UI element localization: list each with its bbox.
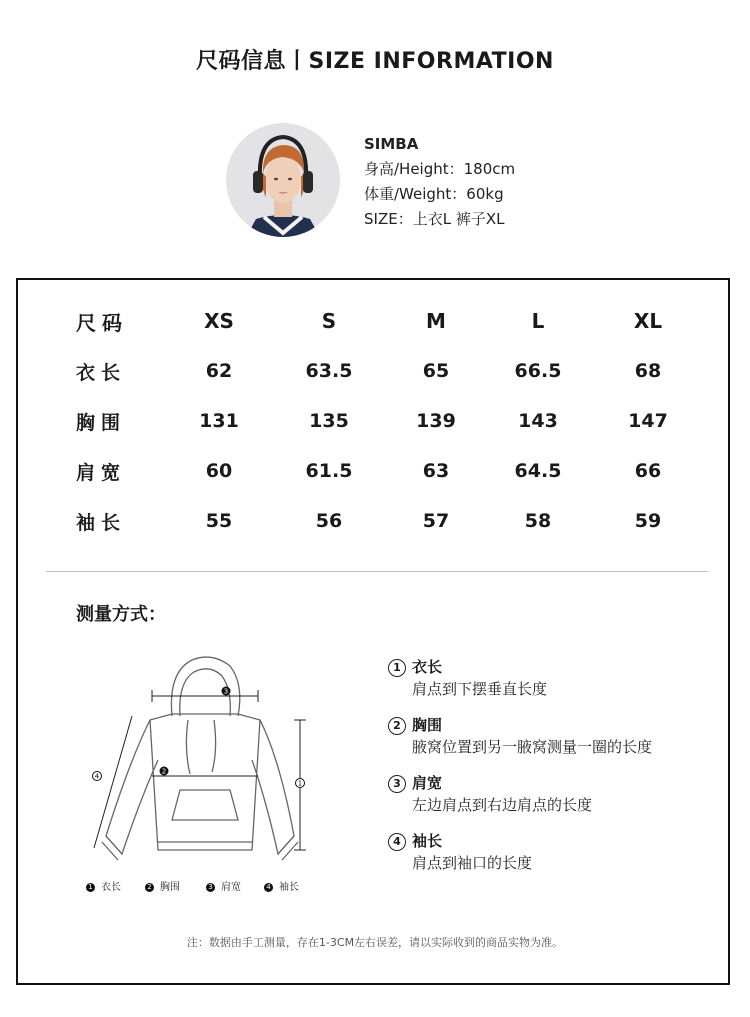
table-cell: 64.5 (514, 460, 562, 482)
legend-number: 1 (86, 883, 95, 892)
model-name: SIMBA (364, 135, 419, 153)
row-label: 胸围 (76, 411, 127, 434)
table-row (52, 496, 708, 546)
legend-number: 3 (206, 883, 215, 892)
table-cell: 63 (422, 460, 450, 482)
table-cell: 147 (628, 410, 668, 432)
method-title: 测量方式： (76, 604, 166, 625)
model-portrait-icon (226, 123, 340, 237)
size-table-header (52, 296, 708, 346)
model-size: SIZE：上衣L 裤子XL (364, 210, 505, 228)
header-size-s: S (321, 309, 337, 333)
legend-label: 肩宽 (221, 882, 241, 893)
measure-number: 3 (388, 775, 406, 793)
legend-item (86, 878, 121, 893)
table-cell: 62 (205, 360, 233, 382)
table-cell: 57 (422, 510, 450, 532)
table-cell: 55 (205, 510, 233, 532)
svg-text:4: 4 (94, 772, 100, 781)
disclaimer-note: 注：数据由手工测量，存在1-3CM左右误差，请以实际收到的商品实物为准。 (186, 936, 564, 949)
model-info (364, 132, 515, 232)
table-cell: 131 (199, 410, 239, 432)
table-cell: 135 (309, 410, 349, 432)
table-cell: 143 (518, 410, 558, 432)
table-cell: 68 (634, 360, 662, 382)
row-label: 袖长 (76, 511, 127, 534)
legend-number: 2 (145, 883, 154, 892)
section-divider (46, 571, 708, 572)
table-row (52, 396, 708, 446)
legend-label: 衣长 (101, 882, 121, 893)
row-label: 肩宽 (76, 461, 127, 484)
header-size-l: L (531, 309, 545, 333)
table-cell: 60 (205, 460, 233, 482)
legend-item (145, 878, 180, 893)
table-cell: 63.5 (305, 360, 353, 382)
table-row (52, 346, 708, 396)
table-row (52, 446, 708, 496)
measure-description: 肩点到袖口的长度 (412, 854, 533, 872)
svg-text:2: 2 (161, 767, 167, 776)
row-label: 衣长 (76, 361, 127, 384)
measure-description: 左边肩点到右边肩点的长度 (412, 796, 593, 814)
table-cell: 66 (634, 460, 662, 482)
svg-text:3: 3 (223, 687, 229, 696)
size-table (52, 296, 708, 546)
hoodie-icon (72, 650, 332, 890)
measure-title: 胸围 (412, 716, 443, 734)
measure-title: 衣长 (412, 658, 443, 676)
table-cell: 58 (524, 510, 552, 532)
model-weight: 体重/Weight：60kg (364, 185, 504, 203)
legend-number: 4 (264, 883, 273, 892)
measure-number: 4 (388, 833, 406, 851)
measure-title: 袖长 (412, 832, 443, 850)
measurement-list (388, 656, 652, 888)
model-avatar (226, 123, 340, 237)
header-size-m: M (426, 309, 446, 333)
header-size-xl: XL (633, 309, 663, 333)
table-cell: 59 (634, 510, 662, 532)
legend-item (206, 878, 241, 893)
measure-description: 肩点到下摆垂直长度 (412, 680, 548, 698)
measurement-item (388, 772, 652, 816)
legend-item (264, 878, 299, 893)
measurement-item (388, 714, 652, 758)
legend-label: 胸围 (160, 882, 180, 893)
page-title: 尺码信息丨SIZE INFORMATION (196, 49, 554, 74)
model-height: 身高/Height：180cm (364, 160, 516, 178)
table-cell: 65 (422, 360, 450, 382)
header-size-xs: XS (204, 309, 234, 333)
measure-number: 1 (388, 659, 406, 677)
table-cell: 139 (416, 410, 456, 432)
measurement-item (388, 656, 652, 700)
measure-description: 腋窝位置到另一腋窝测量一圈的长度 (412, 738, 653, 756)
table-cell: 56 (315, 510, 343, 532)
svg-text:1: 1 (297, 779, 303, 788)
measurement-item (388, 830, 652, 874)
hoodie-diagram (72, 650, 332, 890)
table-cell: 61.5 (305, 460, 353, 482)
measure-title: 肩宽 (412, 774, 443, 792)
table-cell: 66.5 (514, 360, 562, 382)
measure-number: 2 (388, 717, 406, 735)
header-label: 尺码 (76, 310, 128, 335)
legend-label: 袖长 (279, 882, 299, 893)
